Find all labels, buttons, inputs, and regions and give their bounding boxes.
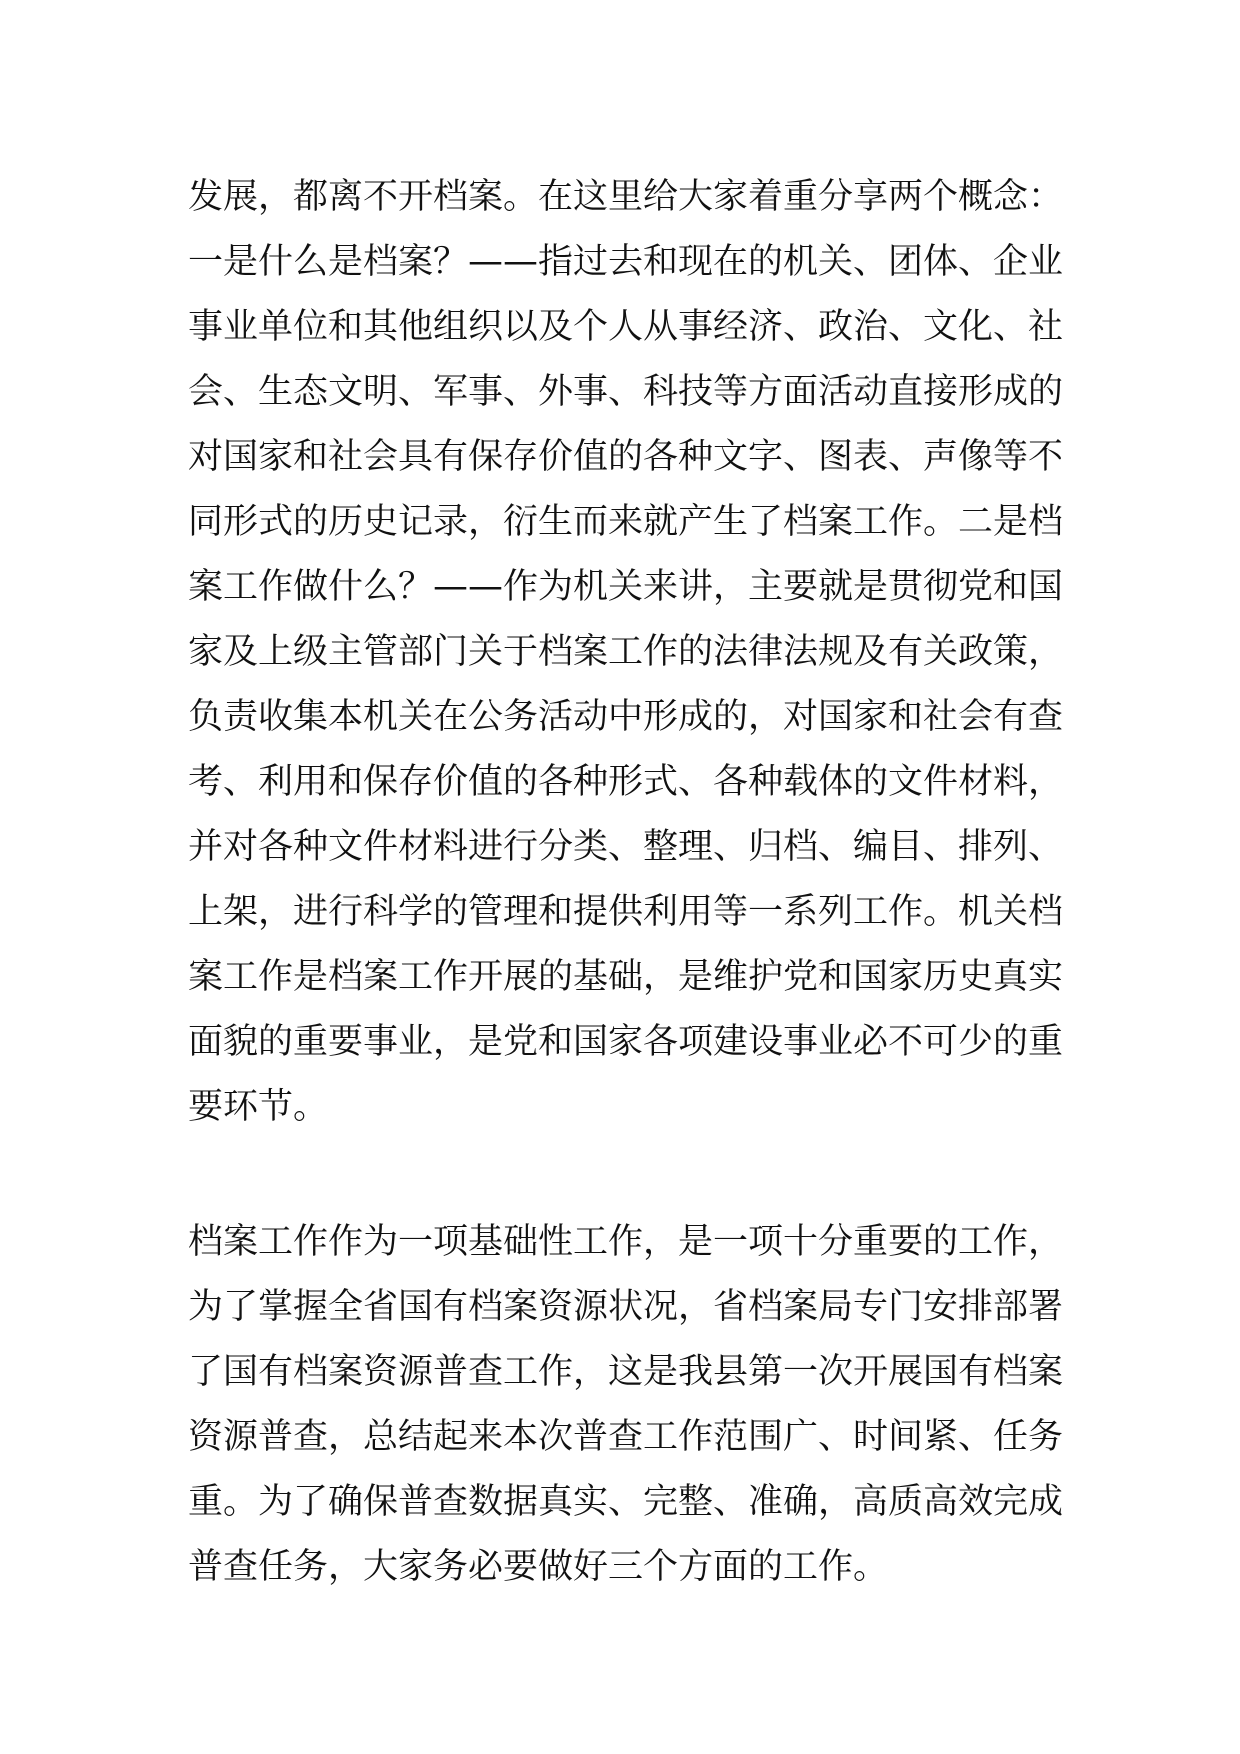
text-line: 案工作做什么？——作为机关来讲，主要就是贯彻党和国 — [188, 567, 1064, 607]
text-line: 普查任务，大家务必要做好三个方面的工作。 — [188, 1547, 889, 1587]
text-line: 并对各种文件材料进行分类、整理、归档、编目、排列、 — [188, 827, 1064, 867]
text-line: 要环节。 — [188, 1087, 329, 1127]
text-line: 案工作是档案工作开展的基础，是维护党和国家历史真实 — [188, 957, 1064, 997]
text-line: 同形式的历史记录，衍生而来就产生了档案工作。二是档 — [188, 502, 1064, 542]
text-line: 上架，进行科学的管理和提供利用等一系列工作。机关档 — [188, 892, 1064, 932]
text-line: 事业单位和其他组织以及个人从事经济、政治、文化、社 — [188, 307, 1064, 347]
text-line: 面貌的重要事业，是党和国家各项建设事业必不可少的重 — [188, 1022, 1064, 1062]
text-line: 一是什么是档案？——指过去和现在的机关、团体、企业 — [188, 242, 1064, 282]
text-line: 考、利用和保存价值的各种形式、各种载体的文件材料， — [188, 762, 1064, 802]
text-line: 重。为了确保普查数据真实、完整、准确，高质高效完成 — [188, 1482, 1064, 1522]
text-line: 档案工作作为一项基础性工作，是一项十分重要的工作， — [188, 1222, 1064, 1262]
text-line: 资源普查，总结起来本次普查工作范围广、时间紧、任务 — [188, 1417, 1064, 1457]
text-line: 负责收集本机关在公务活动中形成的，对国家和社会有查 — [188, 697, 1064, 737]
text-line: 会、生态文明、军事、外事、科技等方面活动直接形成的 — [188, 372, 1064, 412]
text-line: 了国有档案资源普查工作，这是我县第一次开展国有档案 — [188, 1352, 1064, 1392]
text-line: 发展，都离不开档案。在这里给大家着重分享两个概念： — [188, 177, 1064, 217]
text-line: 为了掌握全省国有档案资源状况，省档案局专门安排部署 — [188, 1287, 1064, 1327]
text-line: 对国家和社会具有保存价值的各种文字、图表、声像等不 — [188, 437, 1064, 477]
text-line: 家及上级主管部门关于档案工作的法律法规及有关政策， — [188, 632, 1064, 672]
